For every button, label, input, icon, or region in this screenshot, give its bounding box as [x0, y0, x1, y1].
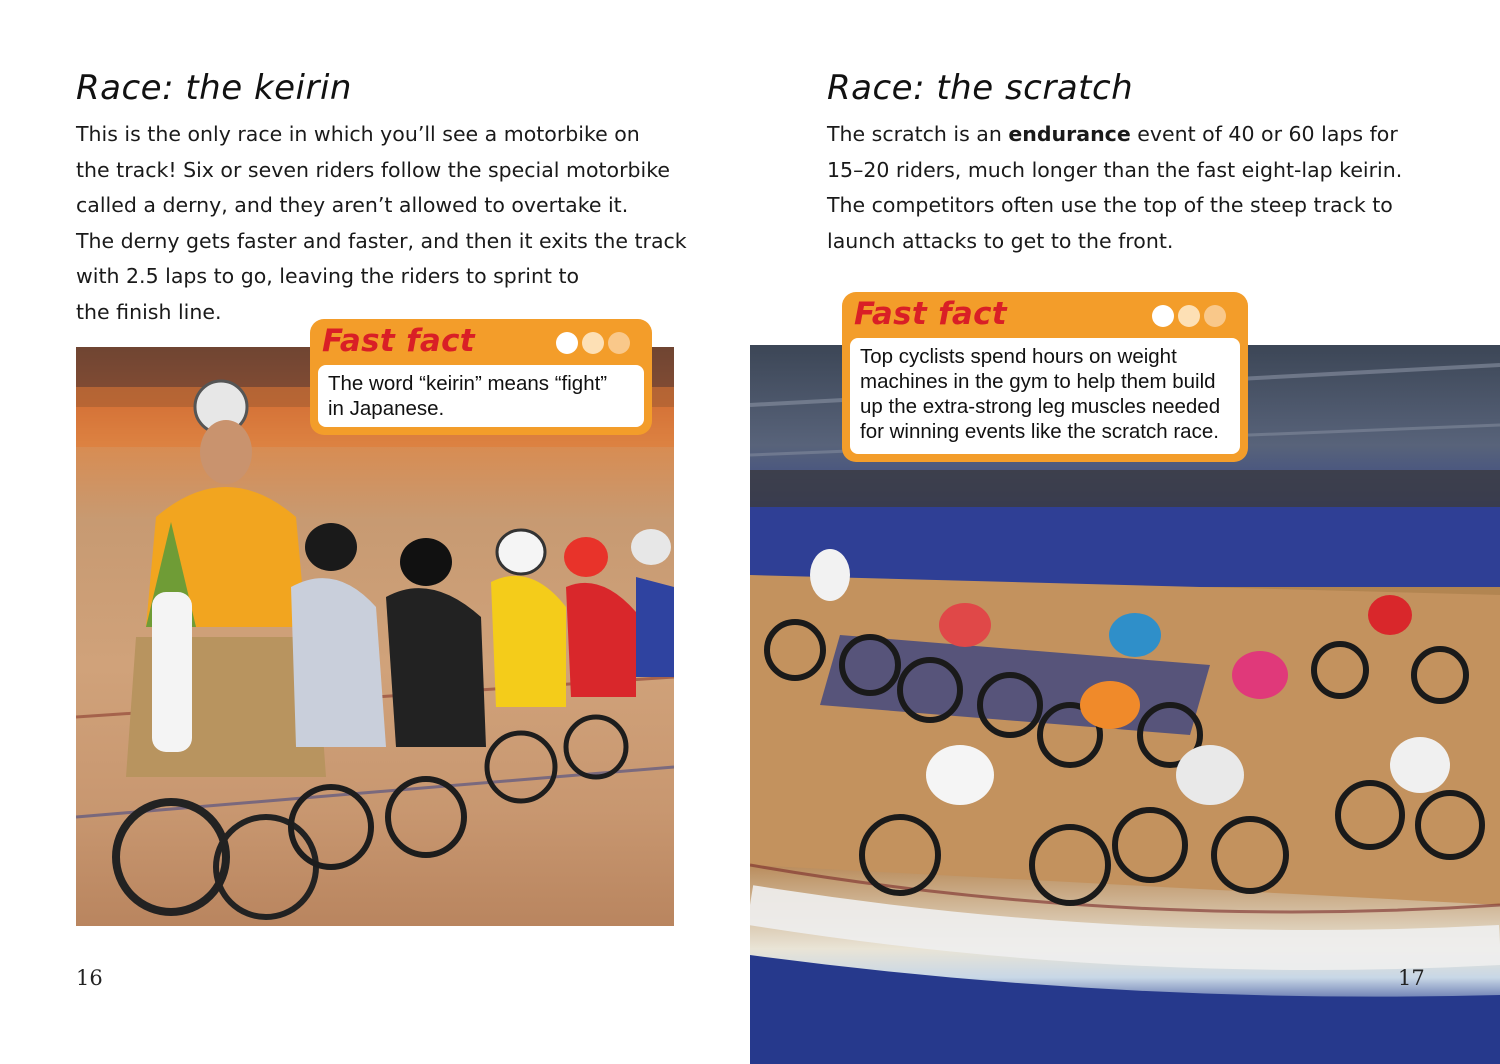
text-span: The scratch is an	[827, 122, 1009, 146]
text-line: called a derny, and they aren’t allowed to overtake it.	[76, 193, 629, 218]
text-line: The competitors often use the top of the steep track to	[827, 193, 1393, 218]
fast-fact-box-keirin	[310, 319, 652, 435]
page-number: 17	[1398, 966, 1425, 990]
dot-icon	[1152, 305, 1174, 327]
fact-line: The word “keirin” means “fight”	[328, 372, 608, 395]
dots-decoration	[1152, 305, 1232, 329]
text-span: event of 40 or 60 laps for	[1130, 122, 1398, 146]
text-line: launch attacks to get to the front.	[827, 228, 1174, 253]
fast-fact-text	[850, 338, 1240, 454]
scratch-paragraph	[827, 117, 1487, 259]
dot-icon	[1204, 305, 1226, 327]
dot-icon	[608, 332, 630, 354]
fast-fact-heading: Fast fact	[854, 296, 1007, 332]
text-line	[827, 117, 1487, 153]
fact-line: machines in the gym to help them build	[860, 370, 1216, 393]
keirin-paragraph	[76, 117, 696, 331]
page-title-scratch: Race: the scratch	[827, 68, 1134, 108]
right-page	[750, 0, 1500, 1064]
dots-decoration	[556, 332, 636, 356]
fast-fact-heading: Fast fact	[322, 323, 475, 359]
text-line: This is the only race in which you’ll see a motorbike on	[76, 122, 640, 146]
page-title-keirin: Race: the keirin	[76, 68, 352, 108]
dot-icon	[556, 332, 578, 354]
text-line: 15–20 riders, much longer than the fast eight-lap keirin.	[827, 157, 1403, 182]
fact-line: Top cyclists spend hours on weight	[860, 345, 1177, 368]
dot-icon	[582, 332, 604, 354]
dot-icon	[1178, 305, 1200, 327]
fact-line: for winning events like the scratch race.	[860, 420, 1219, 443]
fact-line: up the extra-strong leg muscles needed	[860, 395, 1221, 418]
text-line: the finish line.	[76, 299, 222, 324]
text-line: The derny gets faster and faster, and then it exits the track	[76, 228, 687, 253]
bold-term: endurance	[1008, 122, 1131, 146]
text-line: with 2.5 laps to go, leaving the riders to sprint to	[76, 264, 580, 289]
fast-fact-text	[318, 365, 644, 427]
fast-fact-box-scratch	[842, 292, 1248, 462]
fact-line: in Japanese.	[328, 397, 445, 420]
page-number: 16	[76, 966, 103, 990]
text-line: the track! Six or seven riders follow the special motorbike	[76, 157, 670, 182]
